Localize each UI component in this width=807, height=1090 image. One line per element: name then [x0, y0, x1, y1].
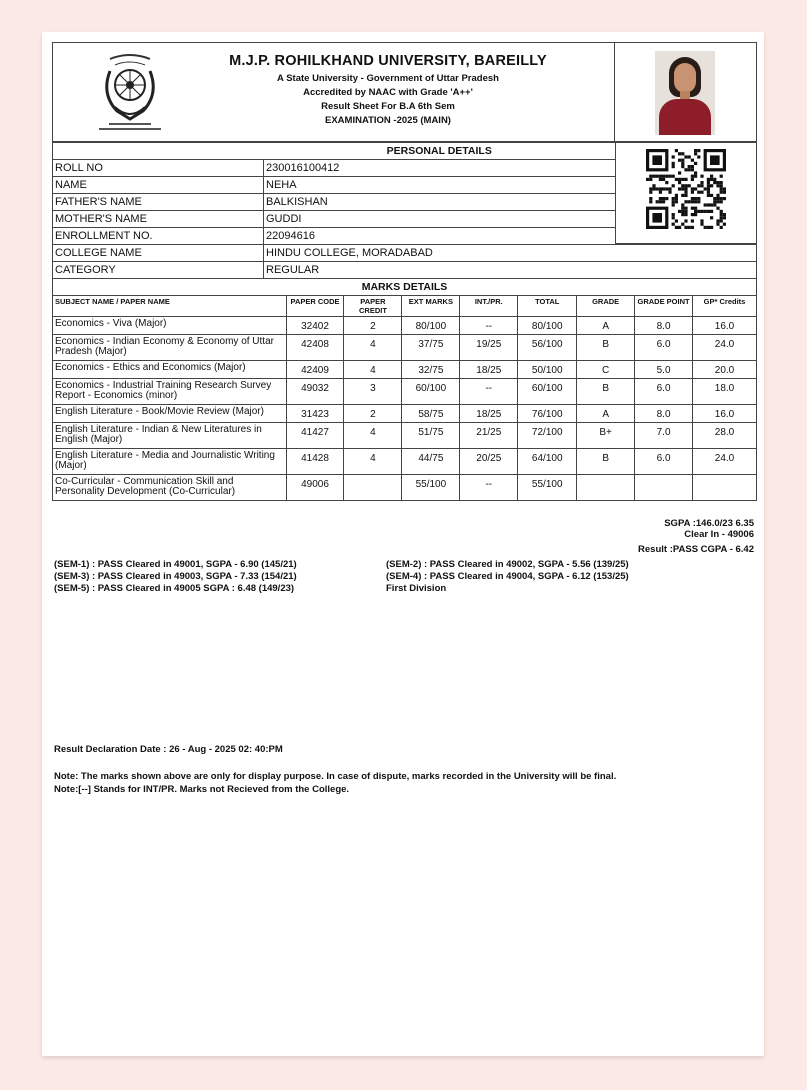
grade-point: 6.0: [635, 379, 693, 405]
table-row: [53, 379, 757, 405]
grade: B: [577, 449, 635, 475]
paper-credit: 4: [344, 449, 402, 475]
paper-credit: 2: [344, 405, 402, 423]
paper-credit: 3: [344, 379, 402, 405]
clear-in-line: Clear In - 49006: [684, 529, 754, 540]
table-row: [53, 405, 757, 423]
int-pr: 18/25: [460, 361, 518, 379]
ext-marks: 58/75: [402, 405, 460, 423]
subject-name: Co-Curricular - Communication Skill and Personality Development (Co-Curricular): [53, 475, 287, 501]
table-row: [53, 335, 757, 361]
table-row: [53, 177, 616, 194]
sem3-result: (SEM-3) : PASS Cleared in 49003, SGPA - 7.33 (154/21): [54, 571, 297, 582]
qr-box: [616, 142, 757, 244]
paper-code: 42409: [286, 361, 344, 379]
roll-no-value: 230016100412: [264, 160, 616, 177]
paper-code: 49032: [286, 379, 344, 405]
university-emblem-icon: [85, 49, 175, 135]
gp-credits: [693, 475, 757, 501]
sem2-result: (SEM-2) : PASS Cleared in 49002, SGPA - 5.56 (139/25): [386, 559, 629, 570]
table-row: [53, 228, 616, 245]
name-label: NAME: [53, 177, 264, 194]
table-row: [53, 449, 757, 475]
total-marks: 60/100: [518, 379, 577, 405]
grade: B: [577, 335, 635, 361]
marks-table: [52, 295, 757, 501]
sem4-result: (SEM-4) : PASS Cleared in 49004, SGPA - 6.12 (153/25): [386, 571, 629, 582]
col-total: TOTAL: [518, 296, 577, 317]
int-pr: 21/25: [460, 423, 518, 449]
gp-credits: 16.0: [693, 405, 757, 423]
grade: C: [577, 361, 635, 379]
total-marks: 72/100: [518, 423, 577, 449]
sgpa-line: SGPA :146.0/23 6.35: [664, 518, 754, 529]
personal-details-table: [52, 142, 616, 245]
paper-credit: 4: [344, 361, 402, 379]
paper-code: 41427: [286, 423, 344, 449]
accreditation: Accredited by NAAC with Grade 'A++': [303, 87, 473, 98]
marks-details-title: MARKS DETAILS: [52, 278, 757, 295]
university-subtitle: A State University - Government of Uttar Pradesh: [277, 73, 499, 84]
int-pr: 19/25: [460, 335, 518, 361]
subject-name: English Literature - Book/Movie Review (Major): [53, 405, 287, 423]
grade: B: [577, 379, 635, 405]
note-display-purpose: Note: The marks shown above are only for display purpose. In case of dispute, marks recorded in the University will be final.: [54, 771, 617, 782]
int-pr: --: [460, 317, 518, 335]
col-paper-credit: PAPER CREDIT: [344, 296, 402, 317]
total-marks: 80/100: [518, 317, 577, 335]
int-pr: --: [460, 379, 518, 405]
gp-credits: 28.0: [693, 423, 757, 449]
col-grade: GRADE: [577, 296, 635, 317]
personal-details-title: PERSONAL DETAILS: [264, 143, 616, 160]
qr-code-icon: [646, 149, 726, 229]
total-marks: 64/100: [518, 449, 577, 475]
total-marks: 56/100: [518, 335, 577, 361]
mother-name-label: MOTHER'S NAME: [53, 211, 264, 228]
col-int-pr: INT./PR.: [460, 296, 518, 317]
total-marks: 76/100: [518, 405, 577, 423]
table-row: [53, 245, 757, 262]
paper-code: 32402: [286, 317, 344, 335]
ext-marks: 60/100: [402, 379, 460, 405]
paper-credit: 4: [344, 335, 402, 361]
int-pr: 20/25: [460, 449, 518, 475]
col-grade-point: GRADE POINT: [635, 296, 693, 317]
grade-point: 8.0: [635, 317, 693, 335]
table-row: [53, 361, 757, 379]
paper-code: 41428: [286, 449, 344, 475]
int-pr: --: [460, 475, 518, 501]
roll-no-label: ROLL NO: [53, 160, 264, 177]
student-photo: [655, 51, 715, 135]
university-name: M.J.P. ROHILKHAND UNIVERSITY, BAREILLY: [229, 53, 547, 69]
notes: [54, 770, 616, 796]
sheet-title: Result Sheet For B.A 6th Sem: [321, 101, 455, 112]
paper-credit: [344, 475, 402, 501]
table-row: [53, 262, 757, 279]
paper-code: 42408: [286, 335, 344, 361]
semester-results: [54, 559, 754, 595]
table-row: [53, 475, 757, 501]
grade-point: 5.0: [635, 361, 693, 379]
col-paper-code: PAPER CODE: [286, 296, 344, 317]
int-pr: 18/25: [460, 405, 518, 423]
col-ext-marks: EXT MARKS: [402, 296, 460, 317]
result-line: Result :PASS CGPA - 6.42: [638, 544, 754, 555]
grade-point: [635, 475, 693, 501]
ext-marks: 37/75: [402, 335, 460, 361]
header-titles: [203, 53, 573, 126]
paper-code: 49006: [286, 475, 344, 501]
ext-marks: 80/100: [402, 317, 460, 335]
enrollment-label: ENROLLMENT NO.: [53, 228, 264, 245]
examination: EXAMINATION -2025 (MAIN): [325, 115, 451, 126]
college-category-table: [52, 244, 757, 279]
col-subject: SUBJECT NAME / PAPER NAME: [53, 296, 287, 317]
col-gp-credits: GP* Credits: [693, 296, 757, 317]
total-marks: 50/100: [518, 361, 577, 379]
grade: A: [577, 317, 635, 335]
table-row: [53, 160, 616, 177]
gp-credits: 20.0: [693, 361, 757, 379]
grade: B+: [577, 423, 635, 449]
college-label: COLLEGE NAME: [53, 245, 264, 262]
grade-point: 6.0: [635, 449, 693, 475]
grade-point: 7.0: [635, 423, 693, 449]
enrollment-value: 22094616: [264, 228, 616, 245]
grade-point: 6.0: [635, 335, 693, 361]
table-row: [53, 423, 757, 449]
subject-name: Economics - Industrial Training Research Survey Report - Economics (minor): [53, 379, 287, 405]
paper-credit: 2: [344, 317, 402, 335]
ext-marks: 51/75: [402, 423, 460, 449]
table-row: [53, 317, 757, 335]
gp-credits: 24.0: [693, 449, 757, 475]
category-value: REGULAR: [264, 262, 757, 279]
paper-code: 31423: [286, 405, 344, 423]
grade: [577, 475, 635, 501]
division: First Division: [386, 583, 447, 594]
ext-marks: 32/75: [402, 361, 460, 379]
ext-marks: 44/75: [402, 449, 460, 475]
paper-credit: 4: [344, 423, 402, 449]
result-sheet: [42, 32, 764, 1056]
sem5-result: (SEM-5) : PASS Cleared in 49005 SGPA : 6.48 (149/23): [54, 583, 295, 594]
header-box: [52, 42, 757, 142]
grade-point: 8.0: [635, 405, 693, 423]
photo-box: [614, 43, 756, 141]
total-marks: 55/100: [518, 475, 577, 501]
subject-name: Economics - Indian Economy & Economy of Uttar Pradesh (Major): [53, 335, 287, 361]
college-value: HINDU COLLEGE, MORADABAD: [264, 245, 757, 262]
note-int-pr: Note:[--] Stands for INT/PR. Marks not Recieved from the College.: [54, 784, 350, 795]
declaration-date: Result Declaration Date : 26 - Aug - 2025 02: 40:PM: [54, 744, 283, 755]
sem1-result: (SEM-1) : PASS Cleared in 49001, SGPA - 6.90 (145/21): [54, 559, 297, 570]
name-value: NEHA: [264, 177, 616, 194]
subject-name: Economics - Viva (Major): [53, 317, 287, 335]
father-name-value: BALKISHAN: [264, 194, 616, 211]
table-row: [53, 211, 616, 228]
father-name-label: FATHER'S NAME: [53, 194, 264, 211]
marks-details: [52, 278, 757, 501]
subject-name: English Literature - Indian & New Literatures in English (Major): [53, 423, 287, 449]
mother-name-value: GUDDI: [264, 211, 616, 228]
gp-credits: 24.0: [693, 335, 757, 361]
ext-marks: 55/100: [402, 475, 460, 501]
marks-header-row: [53, 296, 757, 317]
grade: A: [577, 405, 635, 423]
subject-name: Economics - Ethics and Economics (Major): [53, 361, 287, 379]
gp-credits: 18.0: [693, 379, 757, 405]
subject-name: English Literature - Media and Journalistic Writing (Major): [53, 449, 287, 475]
gp-credits: 16.0: [693, 317, 757, 335]
category-label: CATEGORY: [53, 262, 264, 279]
personal-details: [52, 142, 757, 276]
table-row: [53, 194, 616, 211]
